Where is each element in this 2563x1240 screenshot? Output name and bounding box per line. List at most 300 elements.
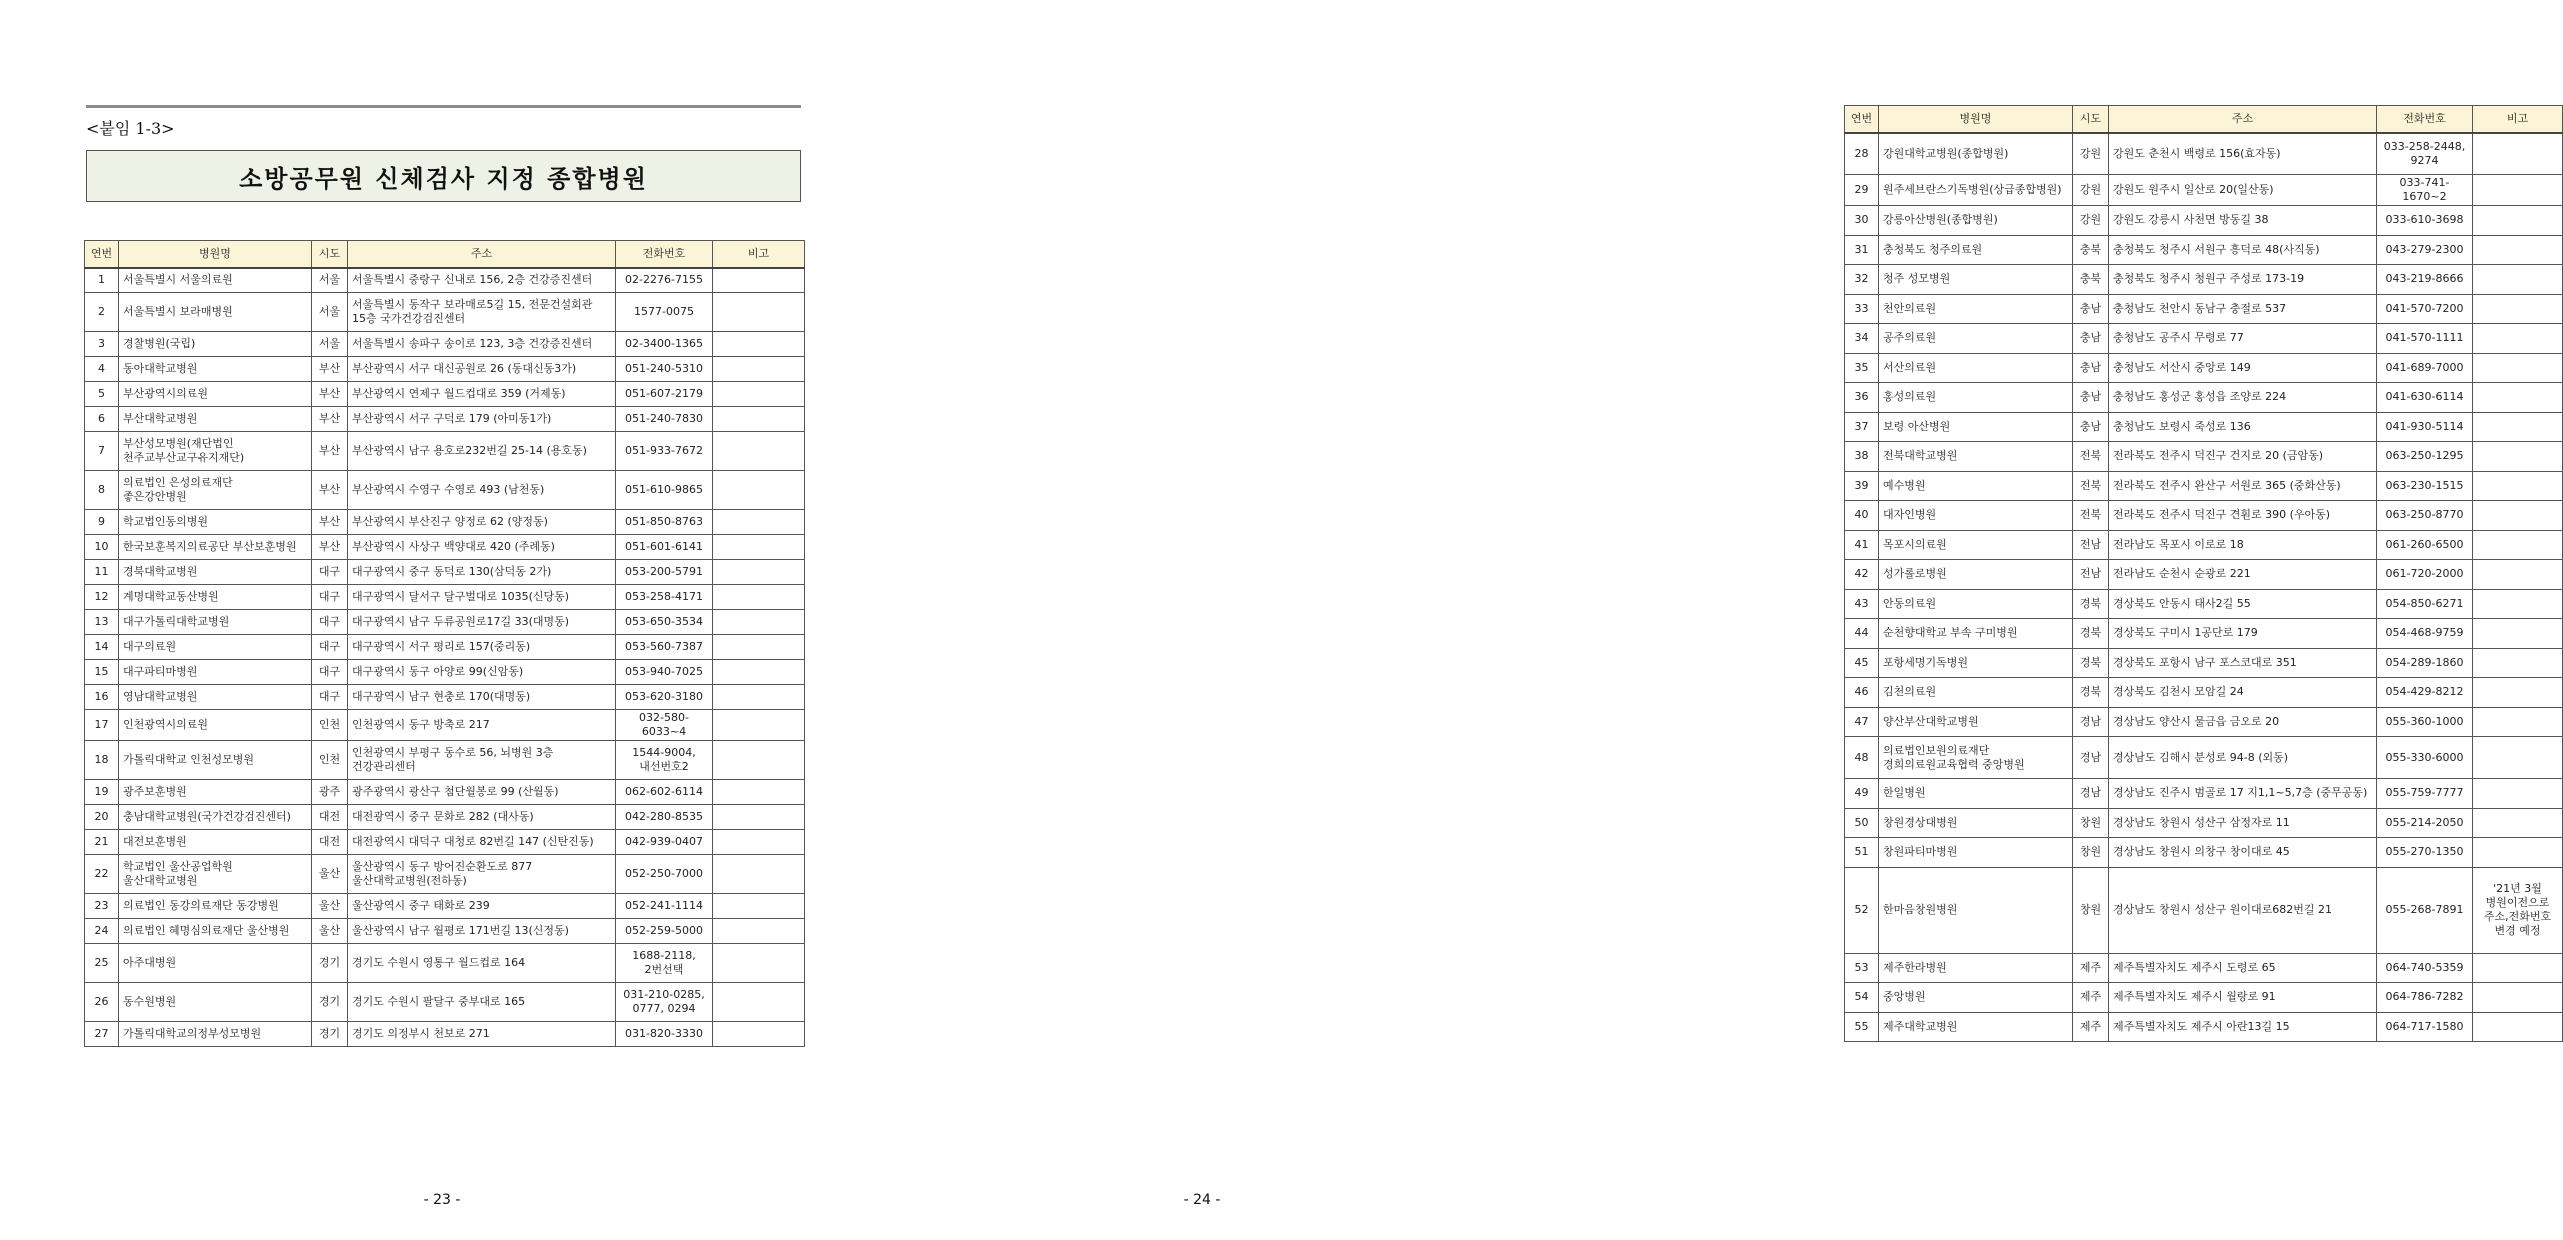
table-row — [1845, 175, 2563, 206]
city: 충북 — [2073, 235, 2109, 265]
city: 대구 — [312, 610, 348, 635]
hospital-name: 서산의료원 — [1879, 353, 2073, 383]
city: 대구 — [312, 635, 348, 660]
phone-number: 053-620-3180 — [616, 685, 713, 710]
table-row — [85, 332, 805, 357]
row-number: 9 — [85, 510, 119, 535]
city: 부산 — [312, 432, 348, 471]
address: 부산광역시 수영구 수영로 493 (남천동) — [348, 471, 616, 510]
note — [713, 407, 805, 432]
note — [2473, 412, 2563, 442]
note — [2473, 737, 2563, 779]
row-number: 44 — [1845, 619, 1879, 649]
hospital-name: 부산성모병원(재단법인 천주교부산교구유지재단) — [119, 432, 312, 471]
table-row — [1845, 953, 2563, 983]
table-row — [85, 944, 805, 983]
address: 서울특별시 중랑구 신내로 156, 2층 건강증진센터 — [348, 268, 616, 293]
city: 서울 — [312, 332, 348, 357]
city: 제주 — [2073, 953, 2109, 983]
note — [713, 919, 805, 944]
address: 경상남도 창원시 의창구 창이대로 45 — [2109, 838, 2377, 868]
row-number: 50 — [1845, 808, 1879, 838]
hospital-name: 대구가톨릭대학교병원 — [119, 610, 312, 635]
address: 경상남도 창원시 성산구 삼정자로 11 — [2109, 808, 2377, 838]
note — [713, 535, 805, 560]
phone-number: 051-607-2179 — [616, 382, 713, 407]
phone-number: 042-280-8535 — [616, 805, 713, 830]
hospital-name: 대전보훈병원 — [119, 830, 312, 855]
address: 충청남도 보령시 죽성로 136 — [2109, 412, 2377, 442]
address: 대구광역시 남구 두류공원로17길 33(대명동) — [348, 610, 616, 635]
city: 부산 — [312, 357, 348, 382]
address: 서울특별시 동작구 보라매로5길 15, 전문건설회관 15층 국가건강검진센터 — [348, 293, 616, 332]
phone-number: 041-630-6114 — [2377, 383, 2473, 413]
row-number: 39 — [1845, 471, 1879, 501]
row-number: 1 — [85, 268, 119, 293]
hospital-name: 성가롤로병원 — [1879, 560, 2073, 590]
header-hospital-name: 병원명 — [1879, 106, 2073, 133]
table-row — [85, 983, 805, 1022]
phone-number: 042-939-0407 — [616, 830, 713, 855]
address: 경기도 수원시 영통구 월드컵로 164 — [348, 944, 616, 983]
table-row — [85, 382, 805, 407]
address: 대전광역시 대덕구 대청로 82번길 147 (신탄진동) — [348, 830, 616, 855]
row-number: 21 — [85, 830, 119, 855]
table-row — [1845, 353, 2563, 383]
table-row — [85, 510, 805, 535]
address: 전라북도 전주시 완산구 서원로 365 (중화산동) — [2109, 471, 2377, 501]
hospital-name: 의료법인 혜명심의료재단 울산병원 — [119, 919, 312, 944]
row-number: 23 — [85, 894, 119, 919]
phone-number: 041-570-7200 — [2377, 294, 2473, 324]
table-row — [1845, 589, 2563, 619]
city: 대전 — [312, 805, 348, 830]
hospital-name: 동아대학교병원 — [119, 357, 312, 382]
table-row — [1845, 530, 2563, 560]
address: 부산광역시 서구 대신공원로 26 (동대신동3가) — [348, 357, 616, 382]
phone-number: 051-240-7830 — [616, 407, 713, 432]
phone-number: 043-219-8666 — [2377, 265, 2473, 295]
phone-number: 051-601-6141 — [616, 535, 713, 560]
address: 경상남도 진주시 범골로 17 지1,1~5,7층 (중무공동) — [2109, 779, 2377, 809]
phone-number: 031-820-3330 — [616, 1022, 713, 1047]
phone-number: 041-570-1111 — [2377, 324, 2473, 354]
phone-number: 033-258-2448, 9274 — [2377, 133, 2473, 175]
row-number: 17 — [85, 710, 119, 741]
phone-number: 051-850-8763 — [616, 510, 713, 535]
address: 대구광역시 서구 평리로 157(중리동) — [348, 635, 616, 660]
note — [2473, 707, 2563, 737]
table-row — [1845, 838, 2563, 868]
note — [2473, 353, 2563, 383]
phone-number: 052-259-5000 — [616, 919, 713, 944]
hospital-name: 김천의료원 — [1879, 678, 2073, 708]
row-number: 27 — [85, 1022, 119, 1047]
hospital-name: 광주보훈병원 — [119, 780, 312, 805]
city: 경북 — [2073, 619, 2109, 649]
phone-number: 062-602-6114 — [616, 780, 713, 805]
city: 전남 — [2073, 560, 2109, 590]
page-23 — [0, 0, 877, 1240]
row-number: 2 — [85, 293, 119, 332]
address: 충청남도 천안시 동남구 충절로 537 — [2109, 294, 2377, 324]
row-number: 16 — [85, 685, 119, 710]
hospital-name: 보령 아산병원 — [1879, 412, 2073, 442]
row-number: 52 — [1845, 867, 1879, 953]
row-number: 32 — [1845, 265, 1879, 295]
table-row — [85, 710, 805, 741]
hospital-name: 서울특별시 보라매병원 — [119, 293, 312, 332]
note — [713, 357, 805, 382]
table-row — [1845, 294, 2563, 324]
city: 강원 — [2073, 133, 2109, 175]
city: 강원 — [2073, 175, 2109, 206]
city: 충남 — [2073, 412, 2109, 442]
phone-number: 055-270-1350 — [2377, 838, 2473, 868]
city: 경기 — [312, 983, 348, 1022]
hospital-name: 영남대학교병원 — [119, 685, 312, 710]
table-row — [1845, 133, 2563, 175]
table-row — [1845, 471, 2563, 501]
city: 강원 — [2073, 206, 2109, 236]
row-number: 6 — [85, 407, 119, 432]
row-number: 7 — [85, 432, 119, 471]
city: 부산 — [312, 382, 348, 407]
row-number: 30 — [1845, 206, 1879, 236]
table-row — [1845, 560, 2563, 590]
phone-number: 041-689-7000 — [2377, 353, 2473, 383]
address: 부산광역시 연제구 월드컵대로 359 (거제동) — [348, 382, 616, 407]
city: 충남 — [2073, 383, 2109, 413]
hospital-name: 대구의료원 — [119, 635, 312, 660]
city: 경기 — [312, 944, 348, 983]
city: 부산 — [312, 471, 348, 510]
hospital-name: 한국보훈복지의료공단 부산보훈병원 — [119, 535, 312, 560]
phone-number: 055-759-7777 — [2377, 779, 2473, 809]
header-note: 비고 — [713, 241, 805, 268]
table-row — [1845, 235, 2563, 265]
city: 부산 — [312, 535, 348, 560]
city: 경남 — [2073, 779, 2109, 809]
table-row — [85, 407, 805, 432]
row-number: 38 — [1845, 442, 1879, 472]
note — [2473, 206, 2563, 236]
note — [713, 1022, 805, 1047]
table-row — [1845, 501, 2563, 531]
city: 부산 — [312, 510, 348, 535]
table-row — [1845, 983, 2563, 1013]
note — [2473, 779, 2563, 809]
address: 부산광역시 부산진구 양정로 62 (양정동) — [348, 510, 616, 535]
row-number: 8 — [85, 471, 119, 510]
phone-number: 051-240-5310 — [616, 357, 713, 382]
row-number: 31 — [1845, 235, 1879, 265]
address: 강원도 강릉시 사천면 방동길 38 — [2109, 206, 2377, 236]
address: 제주특별자치도 제주시 아란13길 15 — [2109, 1012, 2377, 1042]
phone-number: 055-360-1000 — [2377, 707, 2473, 737]
row-number: 48 — [1845, 737, 1879, 779]
city: 대구 — [312, 585, 348, 610]
table-header-row — [85, 241, 805, 268]
note — [2473, 471, 2563, 501]
table-row — [1845, 779, 2563, 809]
hospital-name: 의료법인보원의료재단 경희의료원교육협력 중앙병원 — [1879, 737, 2073, 779]
hospital-name: 제주대학교병원 — [1879, 1012, 2073, 1042]
city: 울산 — [312, 894, 348, 919]
hospital-name: 목포시의료원 — [1879, 530, 2073, 560]
phone-number: 055-330-6000 — [2377, 737, 2473, 779]
city: 경기 — [312, 1022, 348, 1047]
hospital-name: 강릉아산병원(종합병원) — [1879, 206, 2073, 236]
city: 창원 — [2073, 808, 2109, 838]
phone-number: 054-289-1860 — [2377, 648, 2473, 678]
note — [713, 471, 805, 510]
header-phone: 전화번호 — [616, 241, 713, 268]
header-no: 연번 — [1845, 106, 1879, 133]
address: 경상남도 창원시 성산구 원이대로682번길 21 — [2109, 867, 2377, 953]
note — [2473, 648, 2563, 678]
note — [2473, 983, 2563, 1013]
phone-number: 053-200-5791 — [616, 560, 713, 585]
phone-number: 051-610-9865 — [616, 471, 713, 510]
phone-number: 051-933-7672 — [616, 432, 713, 471]
row-number: 19 — [85, 780, 119, 805]
table-row — [1845, 442, 2563, 472]
phone-number: 061-260-6500 — [2377, 530, 2473, 560]
city: 경북 — [2073, 678, 2109, 708]
city: 충남 — [2073, 294, 2109, 324]
city: 전북 — [2073, 442, 2109, 472]
table-row — [85, 357, 805, 382]
hospital-name: 창원파티마병원 — [1879, 838, 2073, 868]
city: 울산 — [312, 855, 348, 894]
attachment-label: <붙임 1-3> — [86, 119, 175, 138]
table-row — [85, 741, 805, 780]
note — [2473, 324, 2563, 354]
row-number: 45 — [1845, 648, 1879, 678]
phone-number: 1577-0075 — [616, 293, 713, 332]
hospital-name: 부산대학교병원 — [119, 407, 312, 432]
row-number: 18 — [85, 741, 119, 780]
note — [713, 560, 805, 585]
header-phone: 전화번호 — [2377, 106, 2473, 133]
row-number: 55 — [1845, 1012, 1879, 1042]
city: 서울 — [312, 268, 348, 293]
phone-number: 032-580-6033~4 — [616, 710, 713, 741]
phone-number: 031-210-0285, 0777, 0294 — [616, 983, 713, 1022]
hospital-name: 중앙병원 — [1879, 983, 2073, 1013]
note — [713, 635, 805, 660]
table-row — [85, 830, 805, 855]
note — [2473, 560, 2563, 590]
city: 광주 — [312, 780, 348, 805]
note — [2473, 175, 2563, 206]
address: 부산광역시 남구 용호로232번길 25-14 (용호동) — [348, 432, 616, 471]
row-number: 22 — [85, 855, 119, 894]
note — [713, 710, 805, 741]
city: 제주 — [2073, 1012, 2109, 1042]
hospital-name: 학교법인동의병원 — [119, 510, 312, 535]
header-no: 연번 — [85, 241, 119, 268]
city: 부산 — [312, 407, 348, 432]
row-number: 51 — [1845, 838, 1879, 868]
row-number: 24 — [85, 919, 119, 944]
note — [713, 685, 805, 710]
note — [713, 855, 805, 894]
table-row — [1845, 707, 2563, 737]
row-number: 3 — [85, 332, 119, 357]
phone-number: 055-268-7891 — [2377, 867, 2473, 953]
phone-number: 033-610-3698 — [2377, 206, 2473, 236]
address: 강원도 춘천시 백령로 156(효자동) — [2109, 133, 2377, 175]
phone-number: 1688-2118, 2번선택 — [616, 944, 713, 983]
hospital-name: 공주의료원 — [1879, 324, 2073, 354]
address: 경상북도 포항시 남구 포스코대로 351 — [2109, 648, 2377, 678]
note — [713, 268, 805, 293]
hospital-name: 포항세명기독병원 — [1879, 648, 2073, 678]
note — [2473, 383, 2563, 413]
hospital-name: 의료법인 동강의료재단 동강병원 — [119, 894, 312, 919]
hospital-name: 강원대학교병원(종합병원) — [1879, 133, 2073, 175]
hospital-name: 천안의료원 — [1879, 294, 2073, 324]
table-row — [85, 660, 805, 685]
note — [713, 382, 805, 407]
note — [2473, 589, 2563, 619]
address: 충청남도 공주시 무령로 77 — [2109, 324, 2377, 354]
hospital-name: 대구파티마병원 — [119, 660, 312, 685]
row-number: 28 — [1845, 133, 1879, 175]
table-row — [85, 685, 805, 710]
phone-number: 053-258-4171 — [616, 585, 713, 610]
row-number: 54 — [1845, 983, 1879, 1013]
city: 대구 — [312, 560, 348, 585]
hospital-name: 순천향대학교 부속 구미병원 — [1879, 619, 2073, 649]
row-number: 47 — [1845, 707, 1879, 737]
row-number: 33 — [1845, 294, 1879, 324]
hospital-name: 한마음창원병원 — [1879, 867, 2073, 953]
phone-number: 063-230-1515 — [2377, 471, 2473, 501]
phone-number: 054-429-8212 — [2377, 678, 2473, 708]
note — [2473, 501, 2563, 531]
hospital-name: 충남대학교병원(국가건강검진센터) — [119, 805, 312, 830]
note — [2473, 294, 2563, 324]
row-number: 46 — [1845, 678, 1879, 708]
header-city: 시도 — [2073, 106, 2109, 133]
city: 인천 — [312, 710, 348, 741]
table-row — [1845, 1012, 2563, 1042]
hospital-name: 경찰병원(국립) — [119, 332, 312, 357]
address: 울산광역시 남구 월평로 171번길 13(신정동) — [348, 919, 616, 944]
phone-number: 053-650-3534 — [616, 610, 713, 635]
hospital-name: 충청북도 청주의료원 — [1879, 235, 2073, 265]
table-header-row — [1845, 106, 2563, 133]
address: 제주특별자치도 제주시 도령로 65 — [2109, 953, 2377, 983]
header-address: 주소 — [2109, 106, 2377, 133]
address: 대구광역시 달서구 달구벌대로 1035(신당동) — [348, 585, 616, 610]
city: 경남 — [2073, 737, 2109, 779]
note — [2473, 619, 2563, 649]
row-number: 14 — [85, 635, 119, 660]
address: 경상남도 김해시 분성로 94-8 (외동) — [2109, 737, 2377, 779]
top-rule — [86, 105, 801, 108]
table-row — [1845, 206, 2563, 236]
city: 전북 — [2073, 471, 2109, 501]
header-address: 주소 — [348, 241, 616, 268]
address: 광주광역시 광산구 첨단월봉로 99 (산월동) — [348, 780, 616, 805]
row-number: 10 — [85, 535, 119, 560]
note — [2473, 678, 2563, 708]
note — [713, 741, 805, 780]
row-number: 43 — [1845, 589, 1879, 619]
note — [713, 780, 805, 805]
hospital-name: 가톨릭대학교 인천성모병원 — [119, 741, 312, 780]
row-number: 13 — [85, 610, 119, 635]
phone-number: 1544-9004, 내선번호2 — [616, 741, 713, 780]
row-number: 53 — [1845, 953, 1879, 983]
city: 대전 — [312, 830, 348, 855]
city: 창원 — [2073, 838, 2109, 868]
table-row — [85, 894, 805, 919]
row-number: 37 — [1845, 412, 1879, 442]
table-row — [85, 432, 805, 471]
row-number: 4 — [85, 357, 119, 382]
hospital-name: 청주 성모병원 — [1879, 265, 2073, 295]
city: 대구 — [312, 685, 348, 710]
address: 대구광역시 남구 현충로 170(대명동) — [348, 685, 616, 710]
header-hospital-name: 병원명 — [119, 241, 312, 268]
note — [713, 894, 805, 919]
hospital-name: 안동의료원 — [1879, 589, 2073, 619]
hospital-name: 서울특별시 서울의료원 — [119, 268, 312, 293]
city: 충북 — [2073, 265, 2109, 295]
phone-number: 064-717-1580 — [2377, 1012, 2473, 1042]
note — [2473, 808, 2563, 838]
hospital-name: 한일병원 — [1879, 779, 2073, 809]
hospital-name: 제주한라병원 — [1879, 953, 2073, 983]
row-number: 15 — [85, 660, 119, 685]
address: 대전광역시 중구 문화로 282 (대사동) — [348, 805, 616, 830]
phone-number: 064-740-5359 — [2377, 953, 2473, 983]
address: 경상북도 구미시 1공단로 179 — [2109, 619, 2377, 649]
address: 전라북도 전주시 덕진구 건지로 20 (금암동) — [2109, 442, 2377, 472]
document-title: 소방공무원 신체검사 지정 종합병원 — [86, 150, 801, 202]
address: 부산광역시 서구 구덕로 179 (아미동1가) — [348, 407, 616, 432]
hospital-name: 경북대학교병원 — [119, 560, 312, 585]
row-number: 5 — [85, 382, 119, 407]
note — [713, 660, 805, 685]
city: 인천 — [312, 741, 348, 780]
note — [713, 585, 805, 610]
city: 경남 — [2073, 707, 2109, 737]
note — [2473, 235, 2563, 265]
address: 경기도 수원시 팔달구 중부대로 165 — [348, 983, 616, 1022]
city: 충남 — [2073, 324, 2109, 354]
hospital-name: 동수원병원 — [119, 983, 312, 1022]
address: 경기도 의정부시 천보로 271 — [348, 1022, 616, 1047]
row-number: 20 — [85, 805, 119, 830]
header-note: 비고 — [2473, 106, 2563, 133]
table-row — [1845, 648, 2563, 678]
table-row — [85, 268, 805, 293]
table-row — [85, 560, 805, 585]
address: 충청남도 홍성군 홍성읍 조양로 224 — [2109, 383, 2377, 413]
row-number: 29 — [1845, 175, 1879, 206]
city: 경북 — [2073, 589, 2109, 619]
table-body-left — [85, 268, 805, 1047]
row-number: 42 — [1845, 560, 1879, 590]
table-row — [1845, 383, 2563, 413]
address: 울산광역시 동구 방어진순환도로 877 울산대학교병원(전하동) — [348, 855, 616, 894]
